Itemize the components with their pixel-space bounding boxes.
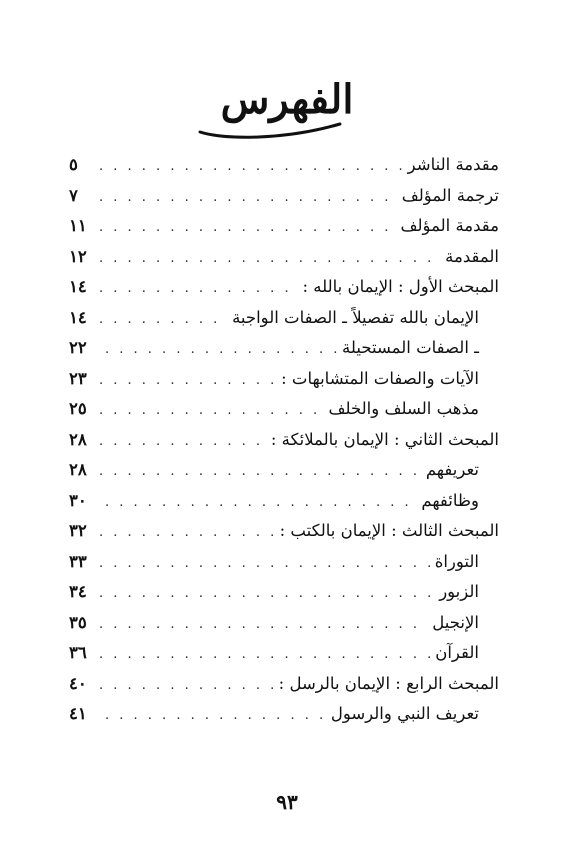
toc-entry[interactable] — [69, 394, 499, 425]
toc-entry-page: ٣٣ — [69, 551, 87, 571]
toc-leader-dots — [99, 396, 324, 427]
toc-leader-dots — [99, 305, 228, 336]
toc-leader-dots — [99, 518, 276, 549]
toc-entry[interactable] — [69, 303, 499, 334]
toc-entry-label: مقدمة الناشر — [407, 155, 499, 174]
toc-entry-page: ٥ — [69, 155, 78, 174]
toc-entry[interactable] — [69, 516, 499, 547]
toc-entry[interactable] — [69, 181, 499, 212]
title-flourish-icon — [195, 110, 345, 140]
toc-entry[interactable] — [69, 333, 499, 364]
toc-entry[interactable] — [69, 150, 499, 181]
toc-leader-dots — [99, 213, 396, 244]
toc-entry[interactable] — [69, 486, 499, 517]
toc-entry-page: ٢٢ — [69, 338, 87, 357]
toc-entry-label: ترجمة المؤلف — [401, 185, 499, 205]
toc-entry[interactable] — [69, 242, 499, 273]
toc-entry-page: ١٤ — [69, 277, 87, 296]
toc-entry-label: مقدمة المؤلف — [400, 216, 499, 235]
toc-entry-label: مذهب السلف والخلف — [328, 399, 479, 418]
toc-leader-dots — [99, 457, 422, 488]
toc-leader-dots — [105, 488, 417, 519]
toc-entry-label: التوراة — [434, 551, 479, 571]
toc-leader-dots — [99, 274, 298, 305]
page-title: الفهرس — [220, 76, 354, 123]
toc-entry-label: القرآن — [435, 643, 479, 662]
toc-entry-label: المقدمة — [445, 246, 499, 266]
toc-entry[interactable] — [69, 669, 499, 700]
toc-entry-label: تعريفهم — [425, 460, 479, 479]
toc-leader-dots — [99, 640, 431, 671]
toc-entry-label: المبحث الرابع : الإيمان بالرسل : — [278, 673, 499, 693]
toc-entry-page: ٣٢ — [69, 521, 87, 540]
toc-entry-page: ٢٨ — [69, 429, 87, 449]
toc-leader-dots — [99, 671, 275, 702]
toc-entry-label: المبحث الثاني : الإيمان بالملائكة : — [270, 429, 499, 449]
toc-leader-dots — [99, 244, 441, 275]
toc-entry-label: المبحث الأول : الإيمان بالله : — [302, 277, 499, 296]
toc-leader-dots — [99, 610, 428, 641]
toc-entry[interactable] — [69, 547, 499, 578]
toc-entry-label: الآيات والصفات المتشابهات : — [281, 368, 479, 388]
toc-entry[interactable] — [69, 272, 499, 303]
toc-leader-dots — [99, 427, 267, 458]
toc-leader-dots — [99, 579, 435, 610]
toc-entry-label: ـ الصفات المستحيلة — [342, 338, 479, 357]
toc-leader-dots — [99, 549, 431, 580]
toc-entry-page: ١٢ — [69, 246, 87, 266]
toc-entry[interactable] — [69, 577, 499, 608]
toc-entry-label: المبحث الثالث : الإيمان بالكتب : — [279, 521, 499, 540]
toc-entry-page: ٣٥ — [69, 612, 87, 632]
toc-leader-dots — [99, 366, 277, 397]
toc-entry-label: وظائفهم — [421, 490, 479, 510]
toc-entry-label: تعريف النبي والرسول — [330, 704, 479, 723]
toc-entry-page: ٢٣ — [69, 368, 87, 388]
toc-entry-page: ٢٨ — [69, 460, 87, 479]
toc-entry-page: ٧ — [69, 185, 78, 205]
toc-entry-label: الإنجيل — [432, 612, 479, 632]
toc-leader-dots — [99, 183, 398, 214]
table-of-contents — [69, 150, 499, 730]
toc-entry[interactable] — [69, 608, 499, 639]
toc-leader-dots — [105, 335, 338, 366]
toc-entry-page: ٢٥ — [69, 399, 87, 418]
toc-entry-page: ١٤ — [69, 307, 87, 327]
toc-entry[interactable] — [69, 425, 499, 456]
toc-leader-dots — [99, 152, 404, 183]
toc-entry-page: ٤١ — [69, 704, 87, 723]
toc-entry-label: الإيمان بالله تفصيلاً ـ الصفات الواجبة — [232, 307, 479, 327]
toc-entry[interactable] — [69, 638, 499, 669]
toc-entry[interactable] — [69, 211, 499, 242]
toc-entry-page: ٣٠ — [69, 490, 87, 510]
toc-entry[interactable] — [69, 364, 499, 395]
toc-entry[interactable] — [69, 699, 499, 730]
page-number: ٩٣ — [276, 790, 298, 814]
toc-entry[interactable] — [69, 455, 499, 486]
toc-entry-page: ٣٤ — [69, 582, 87, 601]
toc-entry-page: ٤٠ — [69, 673, 87, 693]
toc-entry-page: ١١ — [69, 216, 87, 235]
toc-leader-dots — [105, 701, 327, 732]
toc-entry-page: ٣٦ — [69, 643, 87, 662]
toc-entry-label: الزبور — [439, 582, 479, 601]
